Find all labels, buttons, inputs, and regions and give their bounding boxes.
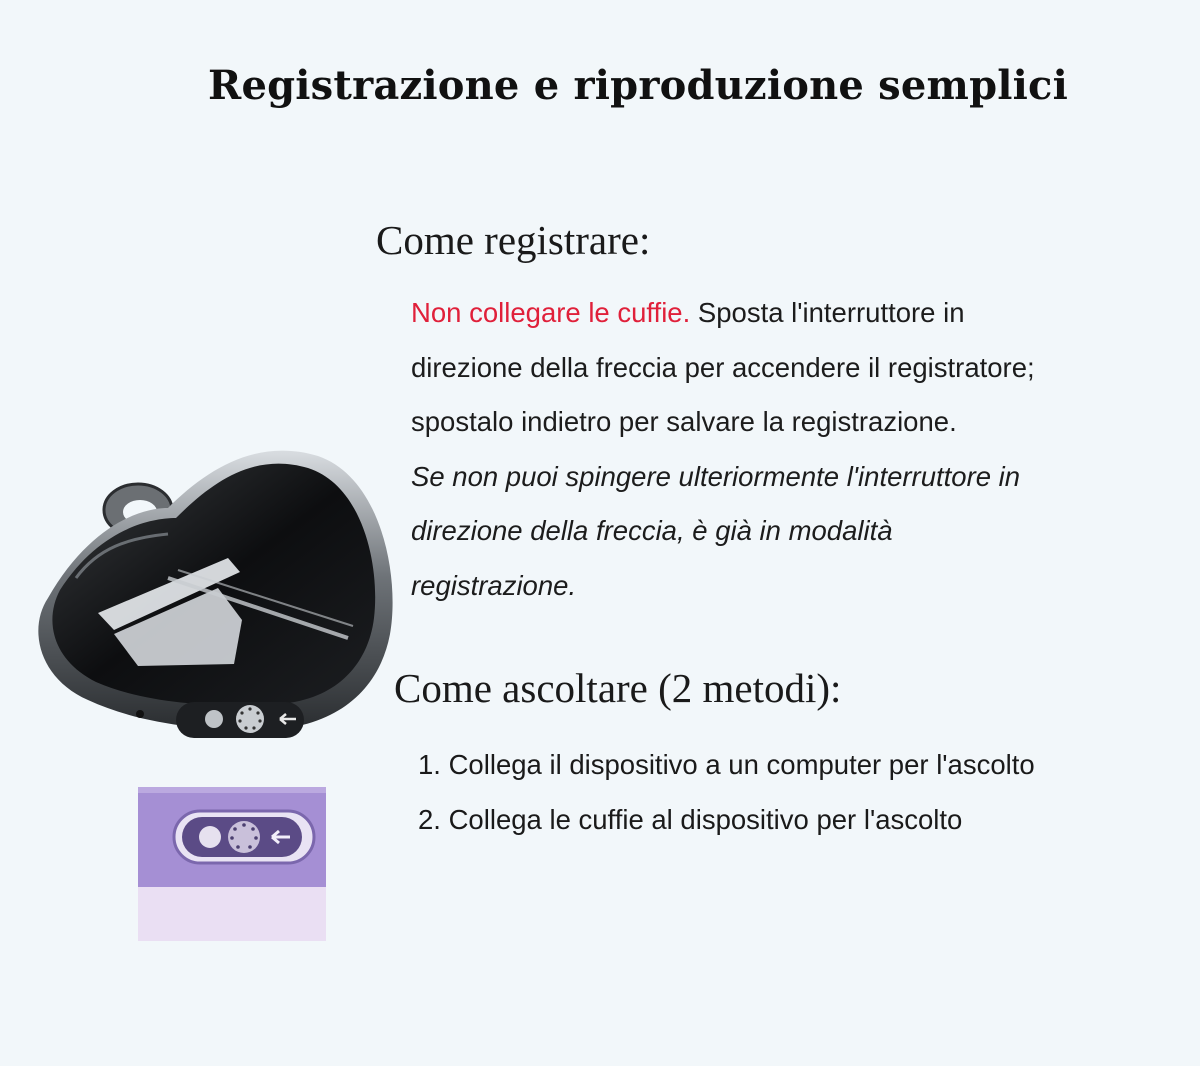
- warning-text: Non collegare le cuffie.: [411, 297, 691, 328]
- list-item: 1. Collega il dispositivo a un computer per l'ascolto: [418, 749, 1035, 780]
- record-instructions: [411, 286, 1171, 613]
- listen-methods-list: [418, 738, 1178, 847]
- page-title: Registrazione e riproduzione semplici: [208, 62, 1068, 109]
- listen-heading: Come ascoltare (2 metodi):: [394, 665, 842, 711]
- switch-closeup-image: [138, 787, 326, 941]
- record-line-3: spostalo indietro per salvare la registrazione.: [411, 406, 957, 437]
- record-line-1-rest: Sposta l'interruttore in: [690, 297, 965, 328]
- heart-recorder-image: [18, 438, 398, 748]
- record-note-2: direzione della freccia, è già in modalità: [411, 515, 893, 546]
- list-item: 2. Collega le cuffie al dispositivo per l'ascolto: [418, 803, 963, 835]
- record-line-2: direzione della freccia per accendere il registratore;: [411, 351, 1035, 383]
- record-line-1: [411, 286, 1171, 341]
- record-note-1: Se non puoi spingere ulteriormente l'interruttore in: [411, 460, 1021, 492]
- record-note-3: registrazione.: [411, 569, 577, 601]
- record-heading: Come registrare:: [376, 217, 651, 263]
